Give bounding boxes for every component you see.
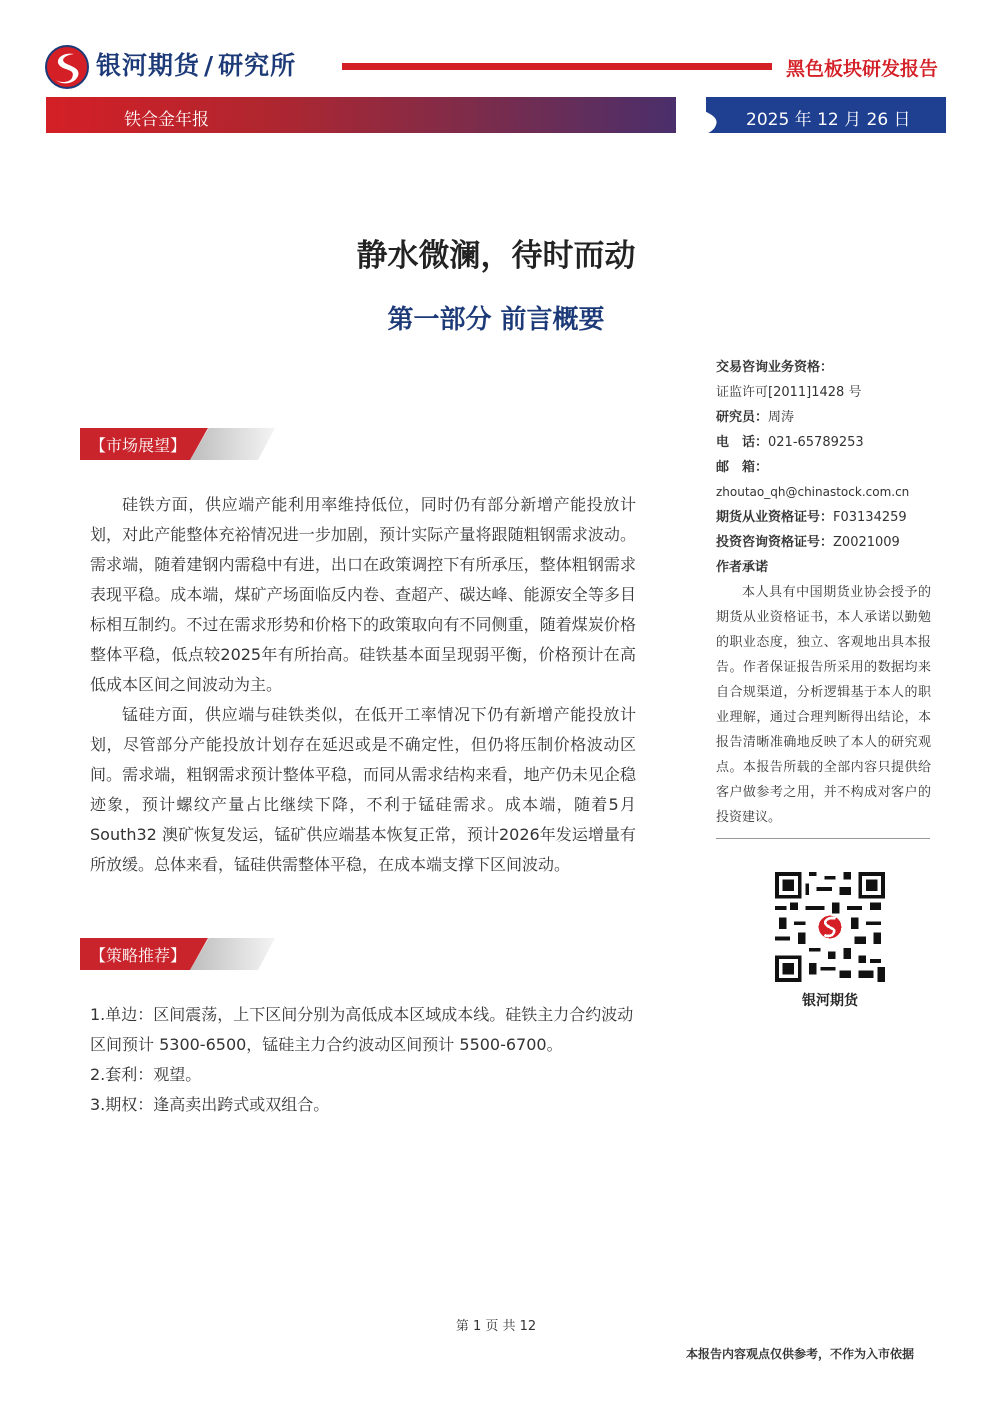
brand-sub: 研究所 [218, 51, 297, 80]
analyst-label: 研究员： [716, 410, 769, 425]
page-number: 第 1 页 共 12 [455, 1319, 537, 1334]
strategy-list [90, 1000, 636, 1120]
pledge-text: 本人具有中国期货业协会授予的期货从业资格证书，本人承诺以勤勉的职业态度，独立、客观地出具本报告。作者保证报告所采用的数据均来自合规渠道，分析逻辑基于本人的职业理解，通过合理判断得出结论，本报告清晰准确地反映了本人的研究观点。本报告所载的全部内容只提供给客户做参考之用，并不构成对客户的投资建议。 [716, 585, 931, 825]
brand-name: 银河期货 [96, 51, 201, 80]
pledge-label: 作者承诺 [716, 560, 769, 575]
analyst-sidebar [716, 355, 931, 830]
email-value[interactable]: zhoutao_qh@chinastock.com.cn [716, 485, 910, 499]
futures-cert-label: 期货从业资格证号： [716, 510, 834, 525]
brand-title [96, 46, 296, 82]
strategy-tag [80, 938, 275, 970]
license-label: 交易咨询业务资格： [716, 360, 834, 375]
invest-cert-label: 投资咨询资格证号： [716, 535, 834, 550]
phone-label: 电 话： [716, 435, 769, 450]
header-rule [342, 63, 772, 70]
market-outlook-tag [80, 428, 275, 460]
analyst-name: 周涛 [768, 410, 795, 425]
futures-cert-value: F03134259 [833, 510, 907, 525]
strategy-item-arbitrage: 2.套利：观望。 [90, 1065, 202, 1084]
header-banner [46, 97, 946, 133]
market-paragraph-silicomanganese: 锰硅方面，供应端与硅铁类似，在低开工率情况下仍有新增产能投放计划，尽管部分产能投放计划存在延迟或是不确定性，但仍将压制价格波动区间。需求端，粗钢需求预计整体平稳，而同从需求结构来看，地产仍未见企稳迹象，预计螺纹产量占比继续下降，不利于锰硅需求。成本端，随着5月 South32 澳矿恢复发运，锰矿供应端基本恢复正常，预计2026年发运增量有所放缓。总体来看，锰硅供需整体平稳，在成本端支撑下区间波动。 [90, 705, 636, 874]
sidebar-divider [716, 838, 930, 839]
phone-value: 021-65789253 [768, 435, 864, 450]
page-title: 静水微澜，待时而动 [356, 238, 636, 274]
invest-cert-value: Z0021009 [833, 535, 900, 550]
market-outlook-tag-label: 【市场展望】 [90, 436, 187, 455]
brand-divider: / [204, 51, 215, 80]
strategy-item-options: 3.期权：逢高卖出跨式或双组合。 [90, 1095, 330, 1114]
email-label: 邮 箱： [716, 460, 769, 475]
market-outlook-body [90, 490, 636, 880]
report-type: 黑色板块研发报告 [786, 58, 939, 80]
swoosh-icon [646, 97, 736, 133]
galaxy-logo-icon [44, 44, 90, 90]
qr-code-icon[interactable] [775, 872, 885, 982]
banner-label: 铁合金年报 [124, 110, 209, 130]
footer-disclaimer: 本报告内容观点仅供参考，不作为入市依据 [686, 1347, 915, 1361]
qr-label: 银河期货 [802, 993, 858, 1009]
report-date: 2025 年 12 月 26 日 [746, 110, 911, 130]
market-paragraph-ferrosilicon: 硅铁方面，供应端产能利用率维持低位，同时仍有部分新增产能投放计划，对此产能整体充裕情况进一步加剧，预计实际产量将跟随粗钢需求波动。需求端，随着建钢内需稳中有进，出口在政策调控下有所承压，整体粗钢需求表现平稳。成本端，煤矿产场面临反内卷、查超产、碳达峰、能源安全等多目标相互制约。不过在需求形势和价格下的政策取向有不同侧重，随着煤炭价格整体平稳，低点较2025年有所抬高。硅铁基本面呈现弱平衡，价格预计在高低成本区间之间波动为主。 [90, 495, 636, 694]
section-title: 第一部分 前言概要 [387, 305, 605, 335]
strategy-tag-label: 【策略推荐】 [90, 946, 187, 965]
license-value: 证监许可[2011]1428 号 [716, 385, 862, 400]
strategy-item-single: 1.单边：区间震荡，上下区间分别为高低成本区域成本线。硅铁主力合约波动区间预计 5300-6500，锰硅主力合约波动区间预计 5500-6700。 [90, 1005, 634, 1054]
